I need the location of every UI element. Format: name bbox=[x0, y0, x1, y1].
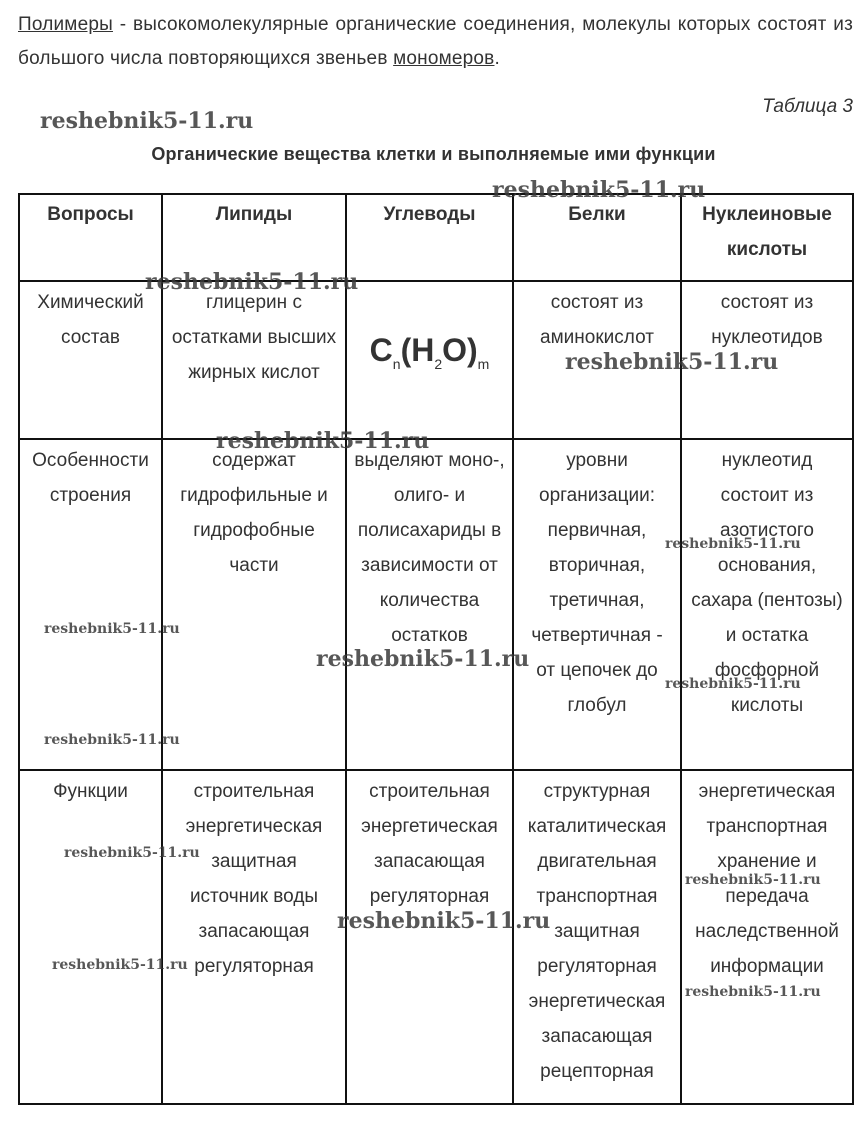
watermark: reshebnik5-11.ru bbox=[685, 872, 821, 888]
function-item: запасающая bbox=[541, 1026, 653, 1047]
header-carbohydrates: Углеводы bbox=[346, 194, 513, 281]
cell-carbohydrates: выделяют моно-, олиго- и полисахариды в зависимости от количества остатков bbox=[346, 439, 513, 770]
function-item: транспортная bbox=[536, 886, 658, 907]
cell-nucleic-acids bbox=[681, 770, 853, 1104]
watermark: reshebnik5-11.ru bbox=[145, 269, 359, 295]
function-item: энергетическая bbox=[698, 781, 836, 802]
cell-nucleic-acids: нуклеотид состоит из азотистого основания, сахара (пентозы) и остатка фосфорной кислоты bbox=[681, 439, 853, 770]
watermark: reshebnik5-11.ru bbox=[492, 177, 706, 203]
cell-carbohydrates bbox=[346, 770, 513, 1104]
cell-proteins bbox=[513, 770, 681, 1104]
cell-question: Химический состав bbox=[19, 281, 162, 439]
table-number: Таблица 3 bbox=[762, 96, 853, 117]
watermark: reshebnik5-11.ru bbox=[685, 984, 821, 1000]
cell-nucleic-acids: состоят из нуклеотидов bbox=[681, 281, 853, 439]
function-item: регуляторная bbox=[194, 956, 314, 977]
function-item: запасающая bbox=[374, 851, 485, 872]
watermark: reshebnik5-11.ru bbox=[565, 349, 779, 375]
function-item: регуляторная bbox=[537, 956, 657, 977]
row-structure bbox=[19, 439, 853, 770]
intro-text: - высокомолекулярные органические соединения, молекулы которых состоят из большого числа повторяющихся звеньев bbox=[18, 14, 853, 69]
watermark: reshebnik5-11.ru bbox=[316, 646, 530, 672]
function-item: рецепторная bbox=[540, 1061, 654, 1082]
function-item: регуляторная bbox=[369, 886, 490, 907]
watermark: reshebnik5-11.ru bbox=[64, 845, 200, 861]
watermark: reshebnik5-11.ru bbox=[216, 428, 430, 454]
function-item: запасающая bbox=[198, 921, 310, 942]
function-item: двигательная bbox=[537, 851, 657, 872]
cell-carbohydrates bbox=[346, 281, 513, 439]
function-item: строительная bbox=[193, 781, 315, 802]
watermark: reshebnik5-11.ru bbox=[44, 621, 180, 637]
header-nucleic-acids: Нуклеиновые кислоты bbox=[681, 194, 853, 281]
function-item: источник воды bbox=[189, 886, 319, 907]
organic-substances-table bbox=[18, 193, 854, 1105]
cell-question: Особенности строения bbox=[19, 439, 162, 770]
term-monomers: мономеров bbox=[393, 48, 495, 69]
row-functions bbox=[19, 770, 853, 1104]
function-item: защитная bbox=[554, 921, 640, 942]
cell-question: Функции bbox=[19, 770, 162, 1104]
function-item: структурная bbox=[543, 781, 651, 802]
function-item: транспортная bbox=[706, 816, 828, 837]
function-item: энергетическая bbox=[185, 816, 323, 837]
watermark: reshebnik5-11.ru bbox=[40, 108, 254, 134]
function-item: энергетическая bbox=[361, 816, 498, 837]
watermark: reshebnik5-11.ru bbox=[665, 536, 801, 552]
row-chemical-composition bbox=[19, 281, 853, 439]
function-item: хранение и передача наследственной информации bbox=[695, 851, 839, 977]
watermark: reshebnik5-11.ru bbox=[52, 957, 188, 973]
cell-proteins: состоят из аминокислот bbox=[513, 281, 681, 439]
intro-end: . bbox=[494, 48, 500, 69]
function-item: энергетическая bbox=[528, 991, 666, 1012]
cell-lipids: содержат гидрофильные и гидрофобные части bbox=[162, 439, 346, 770]
cell-proteins: уровни организации: первичная, вторичная, третичная, четвертичная - от цепочек до глобул bbox=[513, 439, 681, 770]
header-proteins: Белки bbox=[513, 194, 681, 281]
watermark: reshebnik5-11.ru bbox=[665, 676, 801, 692]
table-title: Органические вещества клетки и выполняемые ими функции bbox=[151, 144, 716, 164]
carbohydrate-formula: $C_n(H_2O)_m$ bbox=[369, 332, 490, 372]
function-item: каталитическая bbox=[527, 816, 667, 837]
cell-lipids: глицерин с остатками высших жирных кислот bbox=[162, 281, 346, 439]
term-polymers: Полимеры bbox=[18, 14, 113, 35]
function-item: защитная bbox=[211, 851, 297, 872]
header-lipids: Липиды bbox=[162, 194, 346, 281]
header-row bbox=[19, 194, 853, 281]
function-item: строительная bbox=[369, 781, 490, 802]
cell-lipids bbox=[162, 770, 346, 1104]
watermark: reshebnik5-11.ru bbox=[337, 908, 551, 934]
watermark: reshebnik5-11.ru bbox=[44, 732, 180, 748]
header-questions: Вопросы bbox=[19, 194, 162, 281]
intro-paragraph bbox=[18, 8, 853, 76]
